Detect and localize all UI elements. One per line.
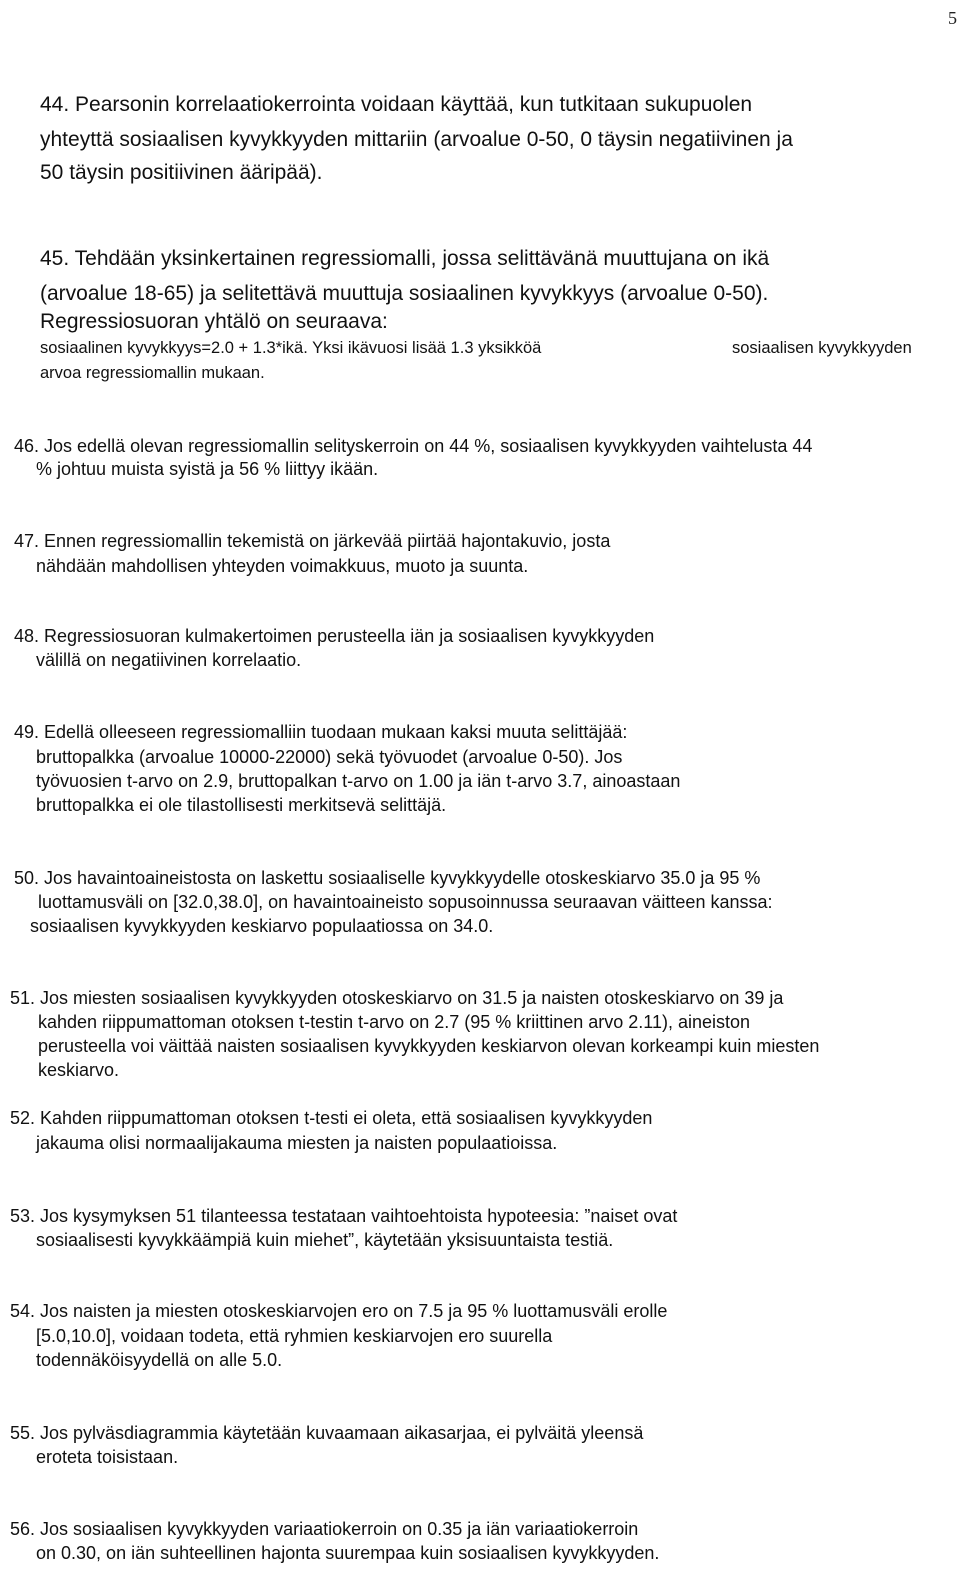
q45-equation: sosiaalinen kyvykkyys=2.0 + 1.3*ikä. Yksi ikävuosi lisää 1.3 yksikköä [40,339,542,357]
q55-line-1: 55. Jos pylväsdiagrammia käytetään kuvaamaan aikasarjaa, ei pylväitä yleensä [10,1423,644,1443]
page-number: 5 [948,8,957,28]
q51-line-4: keskiarvo. [38,1060,120,1080]
q48-line-2: välillä on negatiivinen korrelaatio. [36,650,302,670]
q48-line-1: 48. Regressiosuoran kulmakertoimen perusteella iän ja sosiaalisen kyvykkyyden [14,626,655,646]
q52-line-1: 52. Kahden riippumattoman otoksen t-testi ei oleta, että sosiaalisen kyvykkyyden [10,1108,653,1128]
q44-line-2: yhteyttä sosiaalisen kyvykkyyden mittariin (arvoalue 0-50, 0 täysin negatiivinen ja [40,128,793,151]
q45-line-5: arvoa regressiomallin mukaan. [40,364,265,382]
q55-line-2: eroteta toisistaan. [36,1447,179,1467]
q46-line-1: 46. Jos edellä olevan regressiomallin selityskerroin on 44 %, sosiaalisen kyvykkyyden vaihtelusta 44 [14,436,813,456]
q50-line-1: 50. Jos havaintoaineistosta on laskettu sosiaaliselle kyvykkyydelle otoskeskiarvo 35.0 ja 95 % [14,868,761,888]
q49-line-4: bruttopalkka ei ole tilastollisesti merkitsevä selittäjä. [36,795,447,815]
q54-line-2: [5.0,10.0], voidaan todeta, että ryhmien keskiarvojen ero suurella [36,1326,553,1346]
q47-line-2: nähdään mahdollisen yhteyden voimakkuus, muoto ja suunta. [36,556,529,576]
q44-line-1: 44. Pearsonin korrelaatiokerrointa voidaan käyttää, kun tutkitaan sukupuolen [40,93,753,116]
q47-line-1: 47. Ennen regressiomallin tekemistä on järkevää piirtää hajontakuvio, josta [14,531,611,551]
q44-line-3: 50 täysin positiivinen ääripää). [40,161,323,184]
q52-line-2: jakauma olisi normaalijakauma miesten ja naisten populaatioissa. [36,1133,558,1153]
q49-line-1: 49. Edellä olleeseen regressiomalliin tuodaan mukaan kaksi muuta selittäjää: [14,722,628,742]
q56-line-1: 56. Jos sosiaalisen kyvykkyyden variaatiokerroin on 0.35 ja iän variaatiokerroin [10,1519,639,1539]
q45-line-1: 45. Tehdään yksinkertainen regressiomalli, jossa selittävänä muuttujana on ikä [40,247,770,270]
q49-line-2: bruttopalkka (arvoalue 10000-22000) sekä työvuodet (arvoalue 0-50). Jos [36,747,623,767]
q51-line-2: kahden riippumattoman otoksen t-testin t-arvo on 2.7 (95 % kriittinen arvo 2.11), aineiston [38,1012,751,1032]
q46-line-2: % johtuu muista syistä ja 56 % liittyy ikään. [36,459,379,479]
q53-line-1: 53. Jos kysymyksen 51 tilanteessa testataan vaihtoehtoista hypoteesia: ”naiset ovat [10,1206,678,1226]
q45-line-3: Regressiosuoran yhtälö on seuraava: [40,310,388,333]
q54-line-1: 54. Jos naisten ja miesten otoskeskiarvojen ero on 7.5 ja 95 % luottamusväli erolle [10,1301,668,1321]
q54-line-3: todennäköisyydellä on alle 5.0. [36,1350,283,1370]
q50-line-2: luottamusväli on [32.0,38.0], on havaintoaineisto sopusoinnussa seuraavan väitteen kanssa: [38,892,773,912]
q49-line-3: työvuosien t-arvo on 2.9, bruttopalkan t-arvo on 1.00 ja iän t-arvo 3.7, ainoastaan [36,771,681,791]
q56-line-2: on 0.30, on iän suhteellinen hajonta suurempaa kuin sosiaalisen kyvykkyyden. [36,1543,660,1563]
q45-line-2: (arvoalue 18-65) ja selitettävä muuttuja sosiaalinen kyvykkyys (arvoalue 0-50). [40,282,769,305]
q51-line-3: perusteella voi väittää naisten sosiaalisen kyvykkyyden keskiarvon olevan korkeampi kuin miesten [38,1036,820,1056]
q51-line-1: 51. Jos miesten sosiaalisen kyvykkyyden otoskeskiarvo on 31.5 ja naisten otoskeskiarvo on 39 ja [10,988,784,1008]
q53-line-2: sosiaalisesti kyvykkäämpiä kuin miehet”, käytetään yksisuuntaista testiä. [36,1230,614,1250]
q45-equation-end: sosiaalisen kyvykkyyden [732,339,912,357]
q50-line-3: sosiaalisen kyvykkyyden keskiarvo populaatiossa on 34.0. [30,916,494,936]
